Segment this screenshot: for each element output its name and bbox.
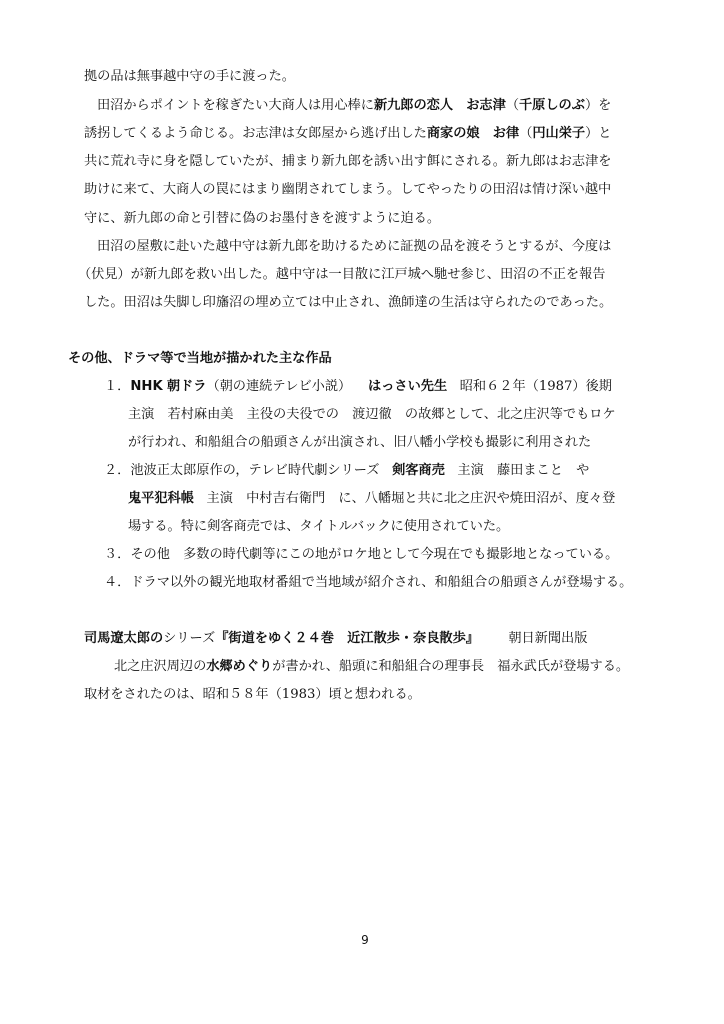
text: シリーズ	[163, 631, 216, 646]
bold-text: NHK	[130, 379, 163, 394]
works-item-2-line-2	[128, 488, 615, 510]
shiba-line-3: 取材をされたのは、昭和５８年（1983）頃と想われる。	[84, 687, 421, 702]
works-item-2	[104, 460, 589, 482]
story-line-4: 共に荒れ寺に身を隠していたが、捕まり新九郎を誘い出す餌にされる。新九郎はお志津を	[84, 154, 612, 169]
bold-text: 商家の娘 お律	[426, 126, 520, 141]
story-line-1: 拠の品は無事越中守の手に渡った。	[84, 69, 295, 84]
story-line-6: 守に、新九郎の命と引替に偽のお墨付きを渡すように迫る。	[84, 211, 441, 226]
text: 昭和６２年（1987）後期	[459, 379, 612, 394]
text: 主演 藤田まこと や	[457, 463, 590, 478]
page-number: 9	[361, 933, 369, 947]
book-title: 『街道をゆく２４巻 近江散歩・奈良散歩』	[215, 631, 479, 646]
story-line-9: した。田沼は失脚し印旛沼の埋め立ては中止され、漁師達の生活は守られたのであった。	[84, 295, 613, 310]
text: ）を	[584, 98, 612, 113]
text: 北之庄沢周辺の	[114, 659, 207, 674]
story-line-5: 助けに来て、大商人の罠にはまり幽閉されてしまう。してやったりの田沼は情け深い越中	[84, 182, 612, 197]
drama-title: 剣客商売	[392, 463, 445, 478]
drama-title: 鬼平犯科帳	[128, 491, 194, 506]
drama-title: はっさい先生	[368, 379, 448, 394]
story-line-2	[97, 95, 611, 117]
heading-text: その他、ドラマ等で当地が描かれた主な作品	[68, 351, 332, 366]
works-item-2-line-3: 場する。特に剣客商売では、タイトルバックに使用されていた。	[128, 519, 510, 534]
works-heading	[68, 348, 332, 370]
author-name: 司馬遼太郎	[84, 631, 150, 646]
bold-text: 水郷めぐり	[206, 659, 273, 674]
bold-text: 朝ドラ	[166, 379, 207, 394]
shiba-line-2	[114, 656, 629, 678]
bold-text: 円山栄子	[532, 126, 586, 141]
story-line-7: 田沼の屋敷に赴いた越中守は新九郎を助けるために証拠の品を渡そうとするが、今度は	[97, 239, 612, 254]
text: （	[505, 98, 519, 113]
story-line-3	[84, 123, 612, 145]
text: （	[519, 126, 533, 141]
item-number: ２．	[104, 463, 131, 478]
text: ）と	[585, 126, 612, 141]
text: 主演 中村吉右衛門 に、八幡堀と共に北之庄沢や焼田沼が、度々登	[206, 491, 616, 506]
item-number: １．	[104, 379, 131, 394]
story-line-8: （伏見）が新九郎を救い出した。越中守は一目散に江戸城へ馳せ参じ、田沼の不正を報告	[78, 267, 606, 282]
shiba-heading	[84, 628, 587, 650]
bold-text: 新九郎の恋人 お志津	[373, 98, 506, 113]
text: 誘拐してくるよう命じる。お志津は女郎屋から逃げ出した	[84, 126, 427, 141]
bold-text: 千原しのぶ	[519, 98, 585, 113]
text: 田沼からポイントを稼ぎたい大商人は用心棒に	[97, 98, 374, 113]
text: （朝の連続テレビ小説）	[206, 379, 352, 394]
works-item-1-line-2: 主演 若村麻由美 主役の夫役での 渡辺徹 の故郷として、北之庄沢等でもロケ	[128, 407, 616, 422]
text: が書かれ、船頭に和船組合の理事長 福永武氏が登場する。	[272, 659, 630, 674]
works-item-4: ４．ドラマ以外の観光地取材番組で当地域が紹介され、和船組合の船頭さんが登場する。	[104, 575, 633, 590]
works-item-1-line-3: が行われ、和船組合の船頭さんが出演され、旧八幡小学校も撮影に利用された	[128, 435, 592, 450]
works-item-1	[104, 376, 612, 398]
bold-text: の	[149, 631, 164, 646]
text: 池波正太郎原作の，テレビ時代劇シリーズ	[130, 463, 380, 478]
works-item-3: ３．その他 多数の時代劇等にこの地がロケ地として今現在でも撮影地となっている。	[104, 547, 619, 562]
publisher: 朝日新聞出版	[508, 631, 588, 646]
